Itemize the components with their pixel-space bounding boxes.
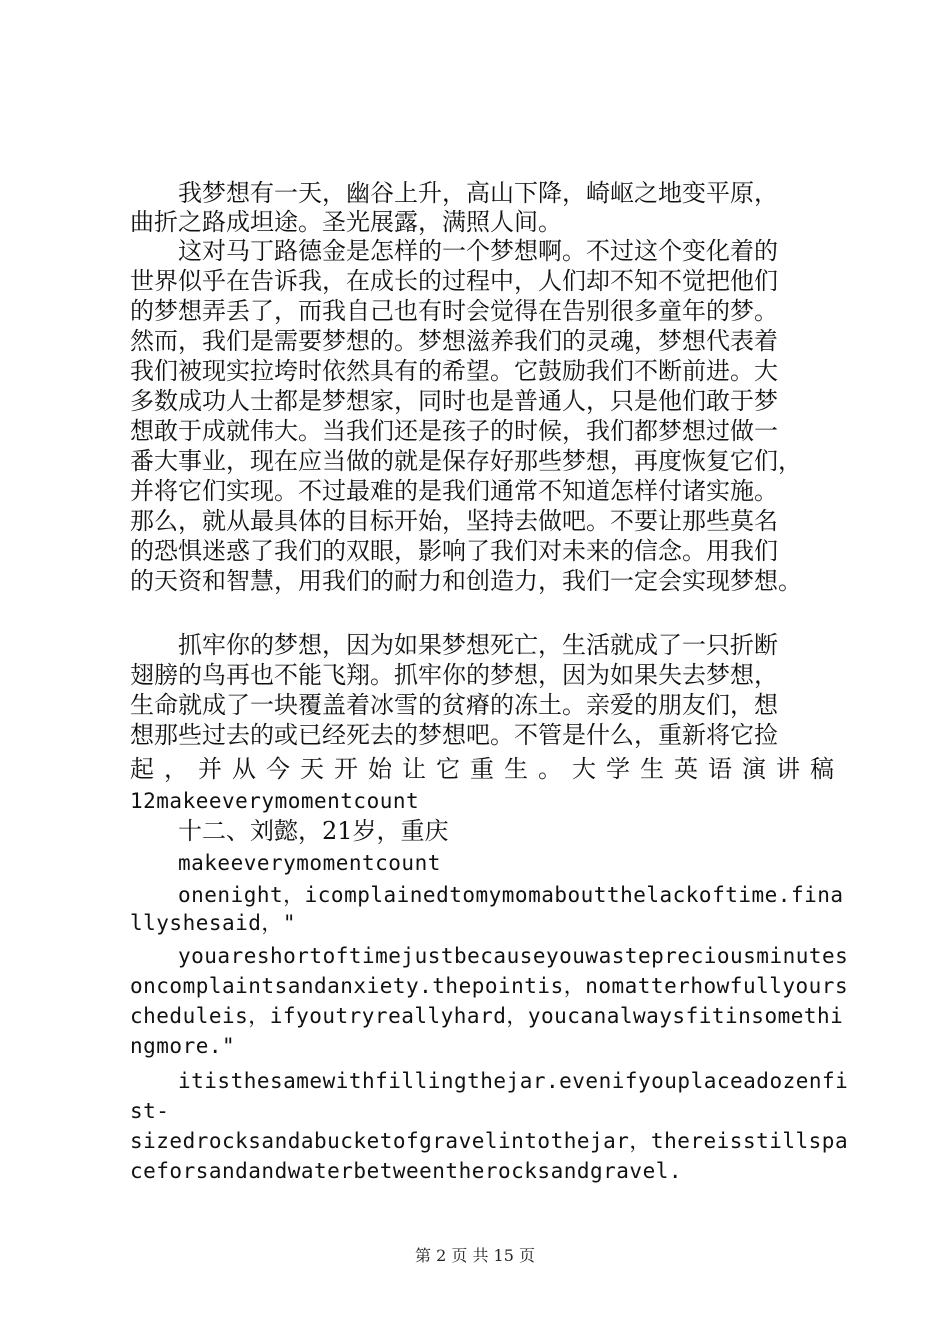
text-line: 这对马丁路德金是怎样的一个梦想啊。不过这个变化着的 <box>178 237 778 265</box>
text-line: 那么，就从最具体的目标开始，坚持去做吧。不要让那些莫名 <box>130 507 778 535</box>
text-line: 曲折之路成坦途。圣光展露，满照人间。 <box>130 208 562 236</box>
text-line: sizedrocksandabucketofgravelintothejar，thereisstillspa <box>130 1129 849 1153</box>
text-line: 番大事业，现在应当做的就是保存好那些梦想，再度恢复它们， <box>130 447 802 475</box>
text-line: 我梦想有一天，幽谷上升，高山下降，崎岖之地变平原， <box>178 179 778 207</box>
text-line: 想敢于成就伟大。当我们还是孩子的时候，我们都梦想过做一 <box>130 417 778 445</box>
text-line: 我们被现实拉垮时依然具有的希望。它鼓励我们不断前进。大 <box>130 357 778 385</box>
text-line: 世界似乎在告诉我，在成长的过程中，人们却不知不觉把他们 <box>130 267 778 295</box>
text-line: 起，并从今天开始让它重生。大学生英语演讲稿 <box>130 755 844 783</box>
text-line: 抓牢你的梦想，因为如果梦想死亡，生活就成了一只折断 <box>178 631 778 659</box>
text-line: 并将它们实现。不过最难的是我们通常不知道怎样付诸实施。 <box>130 477 778 505</box>
text-line: 然而，我们是需要梦想的。梦想滋养我们的灵魂，梦想代表着 <box>130 327 778 355</box>
text-line: st- <box>130 1099 170 1123</box>
text-line: 十二、刘懿，21岁，重庆 <box>178 817 449 845</box>
text-line: 12makeeverymomentcount <box>130 789 420 813</box>
text-line: oncomplaintsandanxiety.thepointis，nomatterhowfullyours <box>130 974 849 998</box>
text-line: 的天资和智慧，用我们的耐力和创造力，我们一定会实现梦想。 <box>130 567 802 595</box>
text-line: makeeverymomentcount <box>178 851 441 875</box>
page-number-footer: 第 2 页 共 15 页 <box>415 1246 535 1265</box>
text-line: llyshesaid，" <box>130 911 297 935</box>
text-line: 翅膀的鸟再也不能飞翔。抓牢你的梦想，因为如果失去梦想， <box>130 661 778 689</box>
text-line: onenight，icomplainedtomymomaboutthelackoftime.fina <box>178 883 844 907</box>
text-line: ngmore." <box>130 1034 236 1058</box>
text-line: 的梦想弄丢了，而我自己也有时会觉得在告别很多童年的梦。 <box>130 297 778 325</box>
text-line: 生命就成了一块覆盖着冰雪的贫瘠的冻土。亲爱的朋友们，想 <box>130 691 778 719</box>
text-line: cheduleis，ifyoutryreallyhard，youcanalwaysfitinsomethi <box>130 1004 844 1028</box>
text-line: 多数成功人士都是梦想家，同时也是普通人，只是他们敢于梦 <box>130 387 778 415</box>
text-line: itisthesamewithfillingthejar.evenifyouplaceadozenfi <box>178 1069 849 1093</box>
text-line: youareshortoftimejustbecauseyouwastepreciousminutes <box>178 944 849 968</box>
text-line: 想那些过去的或已经死去的梦想吧。不管是什么，重新将它捡 <box>130 721 778 749</box>
text-line: ceforsandandwaterbetweentherocksandgravel. <box>130 1159 683 1183</box>
text-line: 的恐惧迷惑了我们的双眼，影响了我们对未来的信念。用我们 <box>130 537 778 565</box>
